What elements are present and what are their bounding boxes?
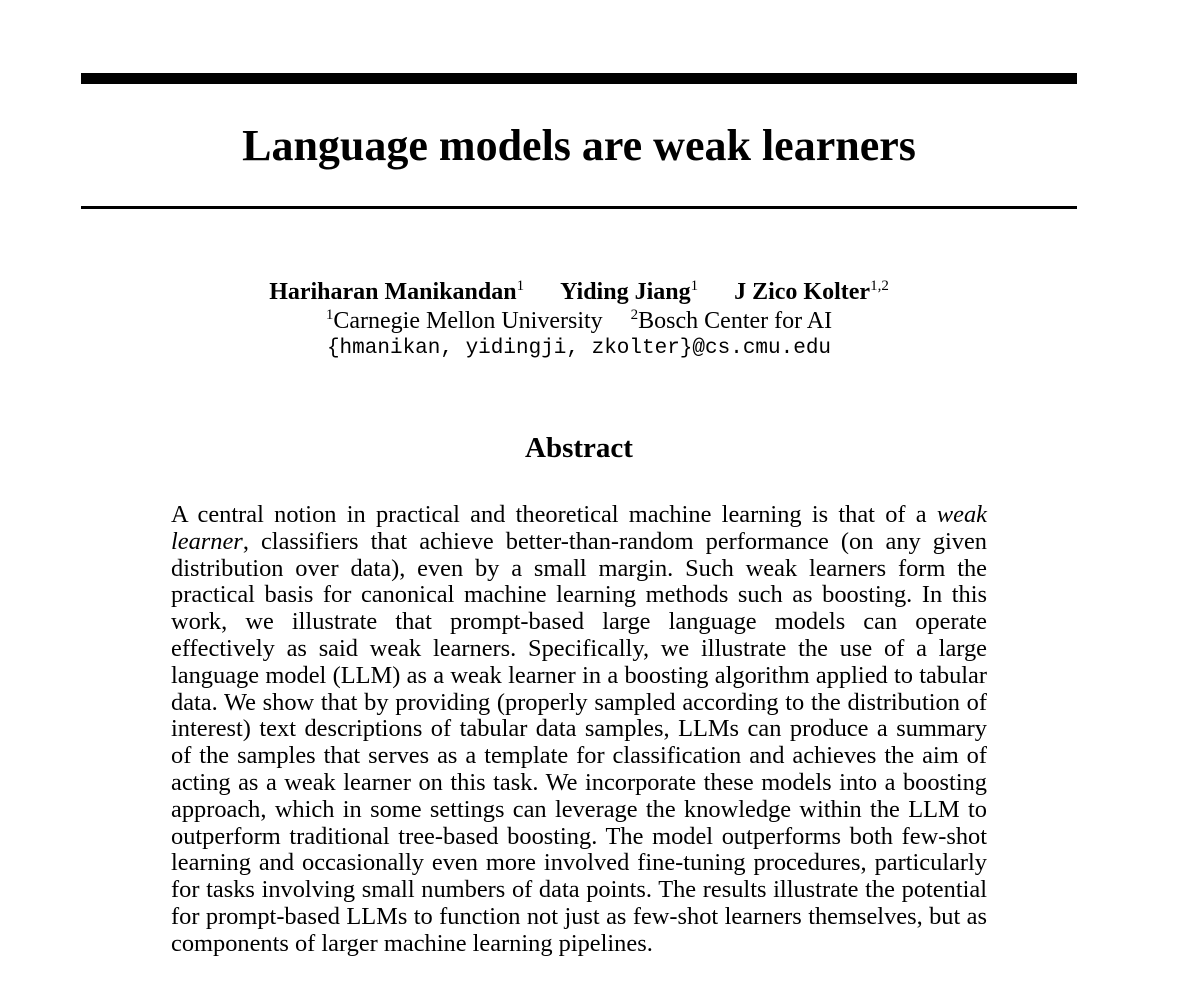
abstract-text-intro: A central notion in practical and theoretical machine learning is that of a — [171, 501, 937, 528]
abstract-emphasis: weak learner — [171, 501, 987, 555]
author-name: Hariharan Manikandan — [269, 279, 517, 305]
title-top-rule — [81, 73, 1077, 84]
affiliation-name: Carnegie Mellon University — [333, 308, 603, 334]
title-bottom-rule — [81, 206, 1077, 209]
abstract-text-rest: , classifiers that achieve better-than-random performance (on any given distribution over data), even by a small margin. Such weak learners form the practical basis for canonical machine learning methods such as boosting. In this work, we illustrate that prompt-based large language models can operate effectively as said weak learners. Specifically, we illustrate the use of a large language model (LLM) as a weak learner in a boosting algorithm applied to tabular data. We show that by providing (properly sampled according to the distribution of interest) text descriptions of tabular data samples, LLMs can produce a summary of the samples that serves as a template for classification and achieves the aim of acting as a weak learner on this task. We incorporate these models into a boosting approach, which in some settings can leverage the knowledge within the LLM to outperform traditional tree-based boosting. The model outperforms both few-shot learning and occasionally even more involved fine-tuning procedures, particularly for tasks involving small numbers of data points. The results illustrate the potential for prompt-based LLMs to function not just as few-shot learners themselves, but as components of larger machine learning pipelines. — [171, 527, 987, 957]
author-name: Yiding Jiang — [560, 279, 691, 305]
author-affil-mark: 1 — [516, 278, 525, 294]
paper-title: Language models are weak learners — [242, 121, 916, 170]
abstract-heading: Abstract — [525, 432, 633, 464]
author-name: J Zico Kolter — [734, 279, 871, 305]
affiliation-list — [81, 307, 1077, 335]
affiliation-mark: 2 — [630, 307, 639, 323]
author-emails: {hmanikan, yidingji, zkolter}@cs.cmu.edu — [326, 337, 832, 360]
author-affil-mark: 1,2 — [870, 278, 889, 294]
author-affil-mark: 1 — [690, 278, 699, 294]
affiliation-mark: 1 — [325, 307, 334, 323]
affiliation-name: Bosch Center for AI — [638, 308, 833, 334]
author-list — [81, 278, 1077, 306]
abstract-body — [171, 502, 987, 958]
